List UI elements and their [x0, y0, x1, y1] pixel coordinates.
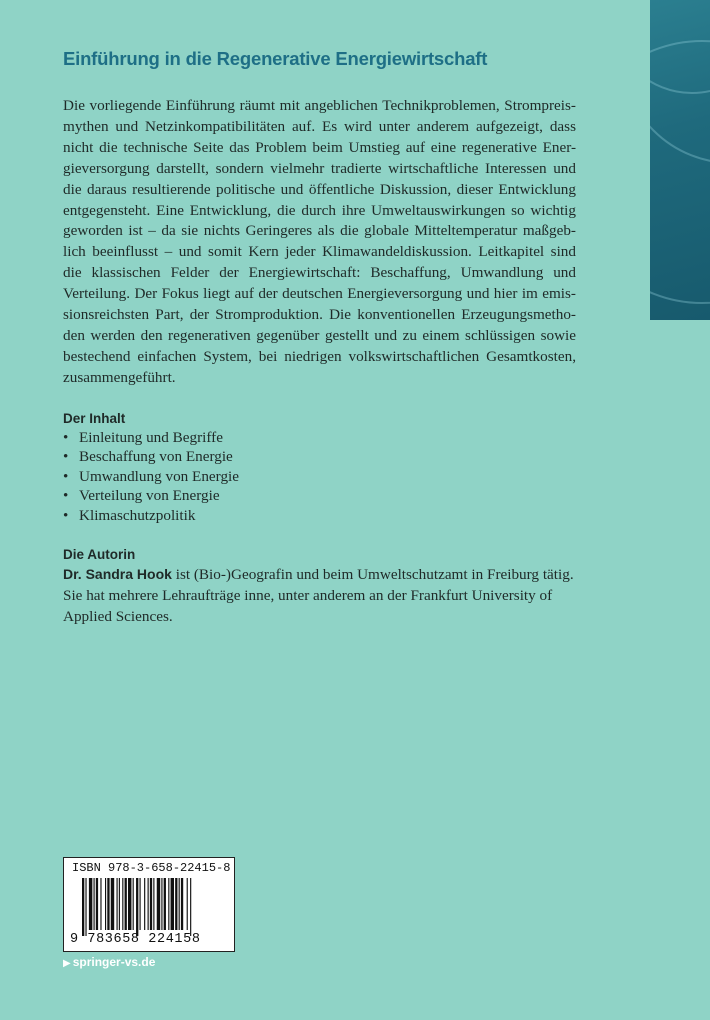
abstract-line: Die vorliegende Einführung räumt mit angeblichen Technikproblemen, Strompreis- [63, 97, 576, 114]
abstract [63, 96, 576, 389]
abstract-line: die klassischen Felder der Energiewirtschaft: Beschaffung, Umwandlung und [63, 264, 576, 282]
barcode-bar [89, 878, 92, 930]
author-bio-text: Sie hat mehrere Lehraufträge inne, unter anderem an der Frankfurt University of [63, 587, 553, 605]
barcode-bar [128, 878, 131, 930]
barcode-bar [125, 878, 127, 930]
abstract-line: sionsreichsten Part, der Stromproduktion. Die konventionellen Erzeugungsmetho- [63, 306, 576, 324]
author-heading: Die Autorin [63, 547, 136, 563]
abstract-line: entgegensteht. Eine Entwicklung, die durch ihre Umweltauswirkungen so wichtig [63, 201, 576, 219]
barcode-bar [171, 878, 174, 930]
contents-heading: Der Inhalt [63, 410, 126, 426]
abstract-line: Verteilung. Der Fokus liegt auf der deutschen Energieversorgung und hier im emis- [63, 285, 576, 303]
abstract-line: lich beeinflusst – und somit Kern jeder Klimawandeldiskussion. Leitkapitel sind [63, 243, 576, 261]
contents-item: • Verteilung von Energie [63, 486, 576, 506]
abstract-line: gieversorgung darstellt, sondern vielmehr tradierte wirtschaftliche Interessen und [63, 159, 576, 177]
barcode-bar [140, 878, 141, 930]
decorative-stripe [650, 0, 710, 320]
contents-item: • Einleitung und Begriffe [63, 428, 576, 448]
abstract-line: nicht die technische Seite das Problem beim Umstieg auf eine regenerative Ener- [63, 138, 576, 156]
abstract-line: bestechend einfachen System, bei niedrigen volkswirtschaftlichen Gesamtkosten, [63, 347, 576, 365]
contents-list [63, 428, 576, 526]
website-label: springer-vs.de [72, 955, 156, 969]
barcode-bar [119, 878, 120, 930]
isbn-barcode [63, 857, 235, 952]
barcode-bar [148, 878, 149, 930]
isbn-number: ISBN 978-3-658-22415-8 [72, 861, 231, 875]
book-title: Einführung in die Regenerative Energiewirtschaft [63, 48, 488, 69]
barcode-bar [96, 878, 98, 930]
barcode-bar [105, 878, 106, 930]
publisher-website[interactable] [63, 955, 155, 969]
barcode-bar [187, 878, 188, 930]
barcode-bar [111, 878, 114, 930]
barcode-bar [85, 878, 86, 936]
barcode-bar [117, 878, 118, 930]
arrow-right-icon: ▶ [63, 958, 71, 969]
contents-item: • Umwandlung von Energie [63, 467, 576, 487]
barcode-bar [175, 878, 177, 930]
barcode-bar [164, 878, 166, 930]
barcode-bar [122, 878, 123, 930]
barcode-bar [94, 878, 95, 930]
author-name: Dr. Sandra Hook [63, 566, 172, 583]
contents-item: • Beschaffung von Energie [63, 447, 576, 467]
barcode-bar [161, 878, 162, 930]
barcode-bar [157, 878, 160, 930]
barcode-bar [181, 878, 183, 930]
ean-digits: 9 783658 224158 [70, 932, 201, 947]
barcode-bar [107, 878, 109, 930]
barcode-bar [190, 878, 191, 936]
abstract-line: zusammengeführt. [63, 368, 176, 386]
barcode-bar [150, 878, 152, 930]
barcode-bar [100, 878, 101, 930]
barcode-bar [179, 878, 180, 930]
abstract-line: die daraus resultierende politische und öffentliche Diskussion, dieser Entwicklung [63, 180, 576, 198]
abstract-line: mythen und Netzinkompatibilitäten auf. Es wird unter anderem aufgezeigt, dass [63, 117, 576, 135]
barcode-bar [153, 878, 154, 930]
author-bio-text: ist (Bio-)Geografin und beim Umweltschutzamt in Freiburg tätig. [171, 566, 574, 584]
barcode-bar [82, 878, 84, 936]
barcode-bar [168, 878, 169, 930]
author-bio-text: Applied Sciences. [63, 608, 173, 625]
barcode-bar [133, 878, 134, 930]
barcode-bar [136, 878, 138, 936]
abstract-line: geworden ist – da sie nichts Geringeres als die globale Mitteltemperatur maßgeb- [63, 222, 576, 240]
author-bio [63, 564, 576, 628]
contents-item: • Klimaschutzpolitik [63, 506, 576, 526]
back-cover-text [63, 48, 576, 628]
barcode-bar [144, 878, 145, 930]
abstract-line: den werden den regenerativen gegenüber gestellt und zu einem schlüssigen sowie [63, 326, 576, 344]
